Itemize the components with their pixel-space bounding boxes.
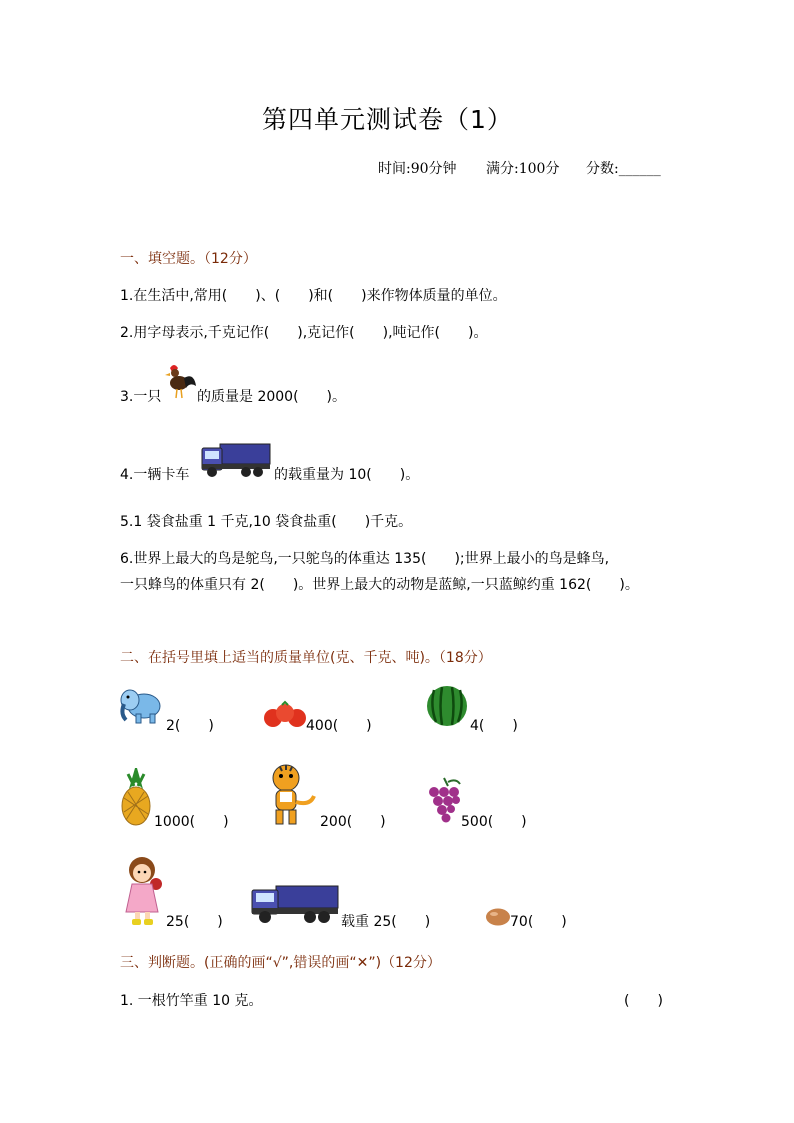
- question-1-5: 5.1 袋食盐重 1 千克,10 袋食盐重( )千克。: [120, 514, 413, 530]
- grapes-answer: 500( ): [461, 814, 527, 830]
- question-3-1-bracket: ( ): [624, 993, 663, 1009]
- section1-heading: 一、填空题。（12分）: [120, 251, 257, 267]
- tomatoes-icon: [262, 700, 308, 728]
- tomatoes-answer: 400( ): [306, 718, 372, 734]
- truck-icon-2: [250, 876, 340, 926]
- section2-heading: 二、在括号里填上适当的质量单位(克、千克、吨)。（18分）: [120, 650, 492, 666]
- question-3-1: 1. 一根竹竿重 10 克。: [120, 993, 263, 1009]
- question-1-3-prefix: 3.一只: [120, 389, 162, 405]
- question-1-3-suffix: 的质量是 2000( )。: [197, 389, 347, 405]
- time-label: 时间:90分钟: [378, 161, 457, 177]
- pineapple-answer: 1000( ): [154, 814, 229, 830]
- page-title: 第四单元测试卷（1）: [262, 105, 513, 134]
- egg-icon: [484, 907, 512, 927]
- full-score-label: 满分:100分: [486, 161, 560, 177]
- section3-heading: 三、判断题。(正确的画“√”,错误的画“✕”)（12分）: [120, 955, 441, 971]
- tiger-icon: [262, 762, 320, 826]
- truck-icon: [200, 436, 272, 480]
- question-1-6-line2: 一只蜂鸟的体重只有 2( )。世界上最大的动物是蓝鲸,一只蓝鲸约重 162( )。: [120, 577, 639, 593]
- elephant-answer: 2( ): [166, 718, 214, 734]
- rooster-icon: [164, 362, 198, 402]
- question-1-2: 2.用字母表示,千克记作( ),克记作( ),吨记作( )。: [120, 325, 488, 341]
- score-label: 分数:______: [586, 161, 661, 177]
- question-1-6-line1: 6.世界上最大的鸟是鸵鸟,一只鸵鸟的体重达 135( );世界上最小的鸟是蜂鸟,: [120, 551, 610, 567]
- question-1-1: 1.在生活中,常用( )、( )和( )来作物体质量的单位。: [120, 288, 507, 304]
- question-1-4-suffix: 的载重量为 10( )。: [274, 467, 420, 483]
- grapes-icon: [426, 776, 462, 826]
- elephant-icon: [118, 686, 164, 726]
- watermelon-icon: [424, 684, 470, 728]
- tiger-answer: 200( ): [320, 814, 386, 830]
- pineapple-icon: [118, 768, 154, 826]
- watermelon-answer: 4( ): [470, 718, 518, 734]
- girl-icon: [118, 854, 166, 928]
- question-1-4-prefix: 4.一辆卡车: [120, 467, 190, 483]
- egg-answer: 70( ): [510, 914, 567, 930]
- girl-answer: 25( ): [166, 914, 223, 930]
- truck-answer: 载重 25( ): [341, 914, 431, 930]
